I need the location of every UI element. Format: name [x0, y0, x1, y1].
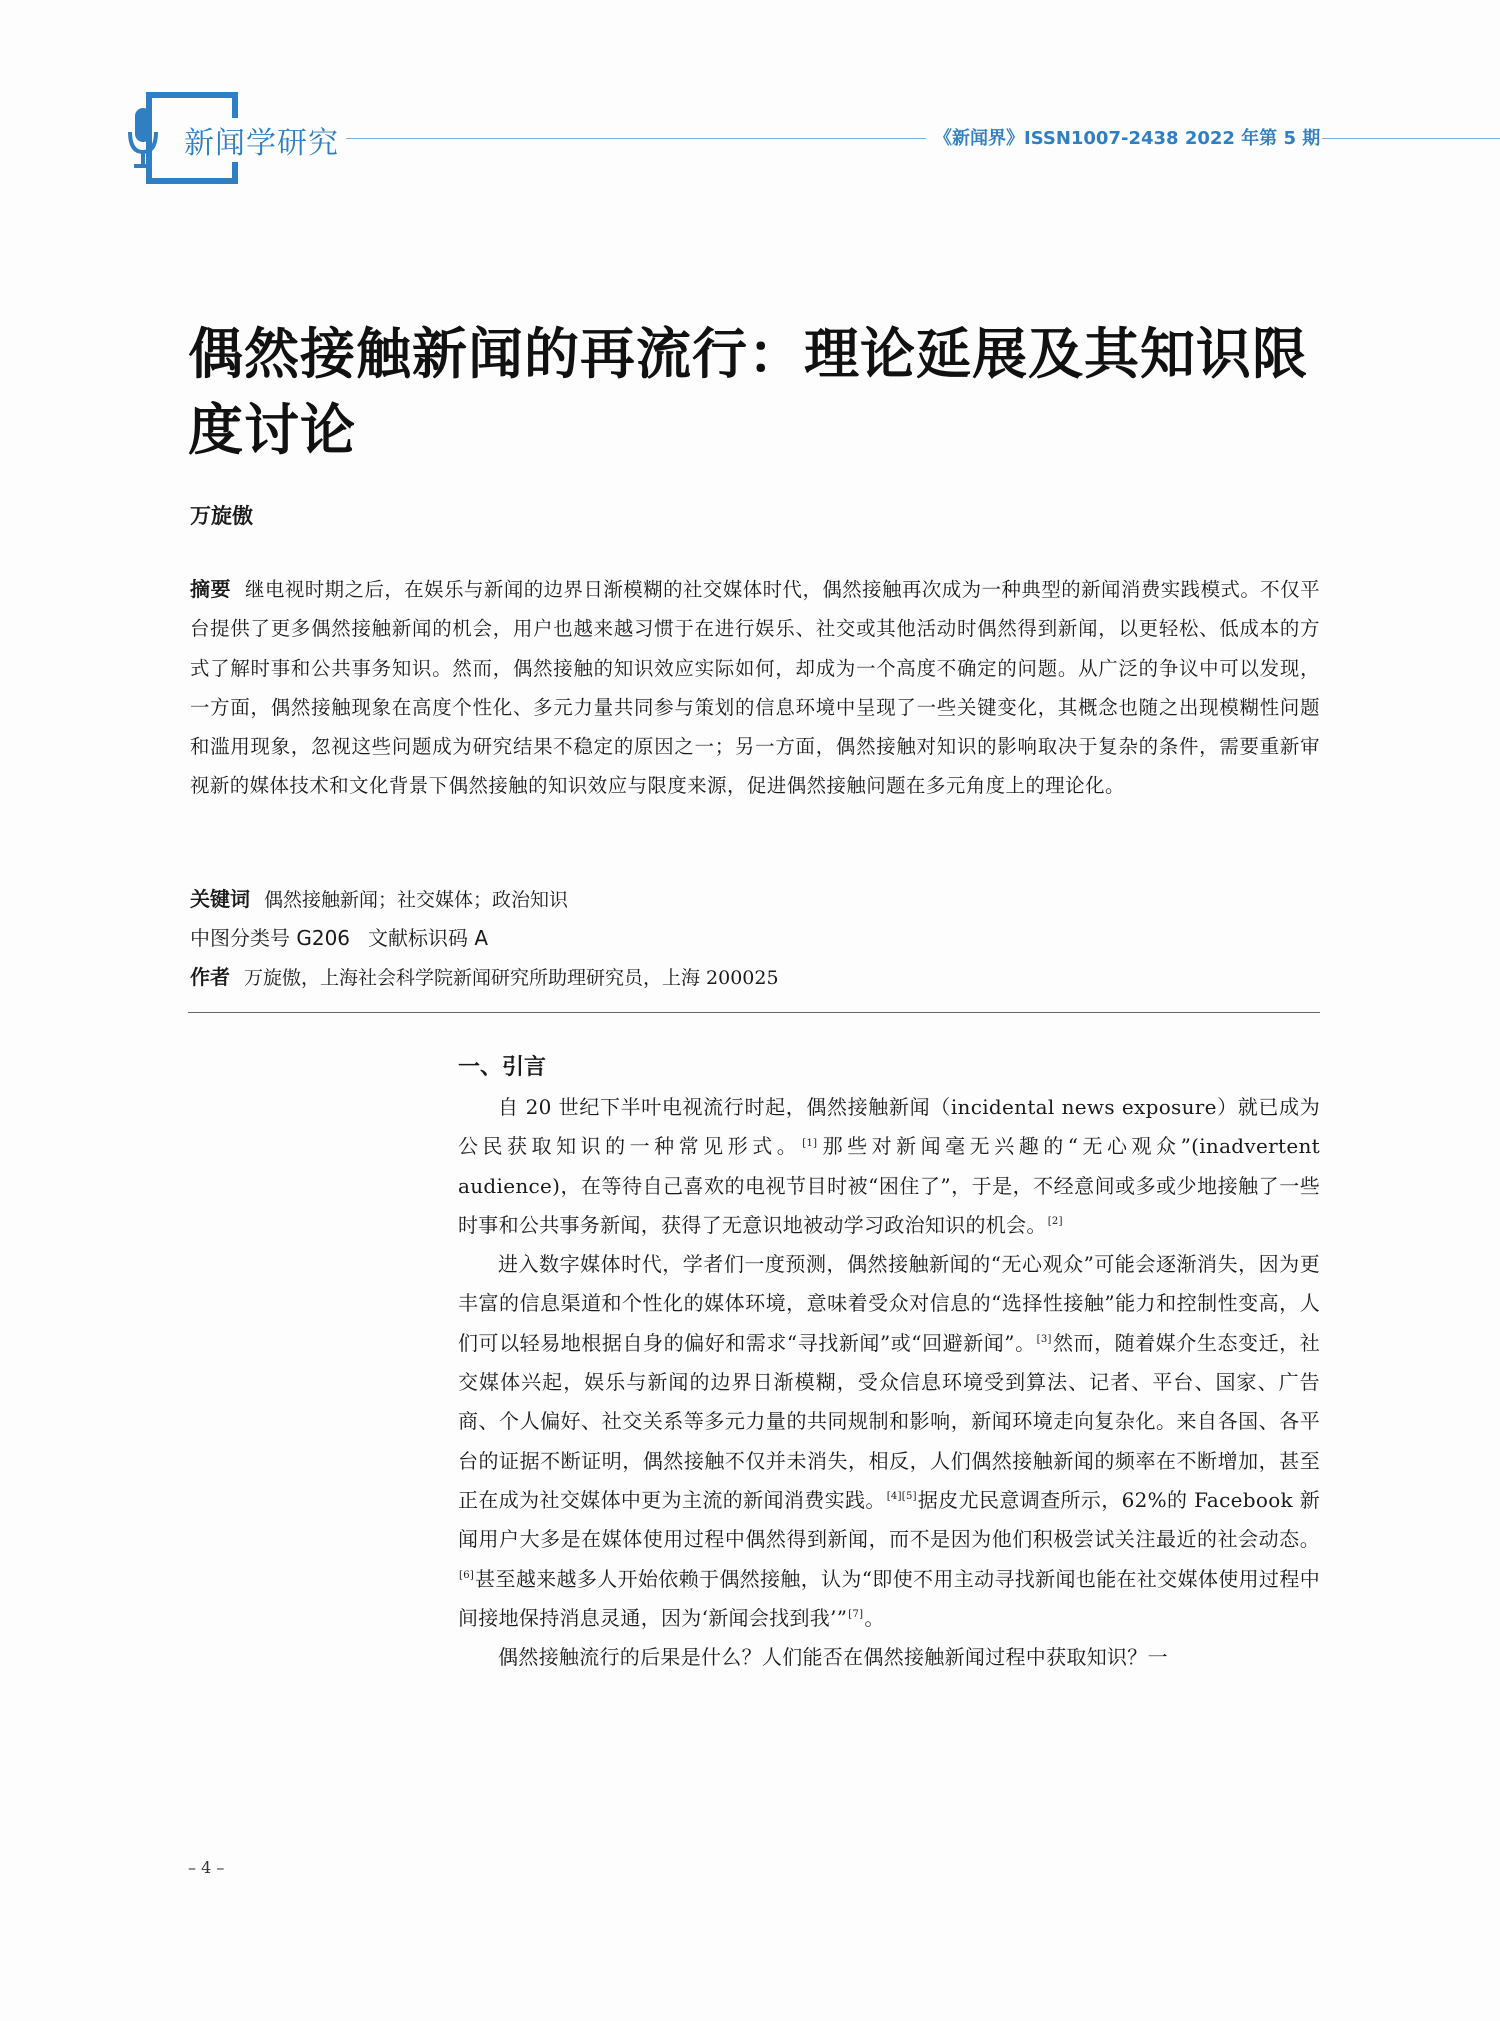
divider	[188, 1012, 1320, 1013]
section-label: 新闻学研究	[178, 118, 345, 162]
page-number: – 4 –	[188, 1858, 225, 1877]
page-header	[0, 0, 1500, 200]
article-author: 万旋傲	[190, 504, 253, 528]
abstract	[190, 570, 1320, 806]
citation: [1]	[802, 1137, 818, 1149]
keywords-label: 关键词	[190, 887, 250, 911]
text-run: 据皮尤民意调查所示，62%的 Facebook 新闻用户大多是在媒体使用过程中偶然得到新闻，而不是因为他们积极尝试关注最近的社会动态。	[458, 1487, 1320, 1552]
classification-line	[190, 922, 1320, 951]
citation: [6]	[459, 1569, 475, 1581]
citation: [4][5]	[886, 1491, 917, 1503]
citation: [7]	[848, 1609, 864, 1621]
microphone-icon	[128, 106, 158, 170]
paragraph	[458, 1088, 1320, 1245]
header-rule	[346, 138, 926, 139]
abstract-text: 继电视时期之后，在娱乐与新闻的边界日渐模糊的社交媒体时代，偶然接触再次成为一种典型的新闻消费实践模式。不仅平台提供了更多偶然接触新闻的机会，用户也越来越习惯于在进行娱乐、社交或其他活动时偶然得到新闻，以更轻松、低成本的方式了解时事和公共事务知识。然而，偶然接触的知识效应实际如何，却成为一个高度不确定的问题。从广泛的争议中可以发现，一方面，偶然接触现象在高度个性化、多元力量共同参与策划的信息环境中呈现了一些关键变化，其概念也随之出现模糊性问题和滥用现象，忽视这些问题成为研究结果不稳定的原因之一；另一方面，偶然接触对知识的影响取决于复杂的条件，需要重新审视新的媒体技术和文化背景下偶然接触的知识效应与限度来源，促进偶然接触问题在多元角度上的理论化。	[190, 578, 1321, 798]
paragraph	[458, 1638, 1320, 1677]
document-code: 文献标识码 A	[368, 926, 489, 950]
author-info-label: 作者	[190, 965, 230, 989]
journal-info: 《新闻界》ISSN1007-2438 2022 年第 5 期	[934, 128, 1321, 149]
text-run: 甚至越来越多人开始依赖于偶然接触，认为“即使不用主动寻找新闻也能在社交媒体使用过程中间接地保持消息灵通，因为‘新闻会找到我’”	[458, 1566, 1320, 1630]
text-run: 进入数字媒体时代，学者们一度预测，偶然接触新闻的“无心观众”可能会逐渐消失，因为更丰富的信息渠道和个性化的媒体环境，意味着受众对信息的“选择性接触”能力和控制性变高，人们可以轻易地根据自身的偏好和需求“寻找新闻”或“回避新闻”。	[458, 1252, 1320, 1355]
text-run: 。	[864, 1605, 885, 1630]
author-info-text: 万旋傲，上海社会科学院新闻研究所助理研究员，上海 200025	[244, 967, 779, 989]
text-run: 然而，随着媒介生态变迁，社交媒体兴起，娱乐与新闻的边界日渐模糊，受众信息环境受到算法、记者、平台、国家、广告商、个人偏好、社交关系等多元力量的共同规制和影响，新闻环境走向复杂化。来自各国、各平台的证据不断证明，偶然接触不仅并未消失，相反，人们偶然接触新闻的频率在不断增加，甚至正在成为社交媒体中更为主流的新闻消费实践。	[458, 1330, 1320, 1512]
body-text	[458, 1088, 1320, 1677]
text-run: 偶然接触流行的后果是什么？人们能否在偶然接触新闻过程中获取知识？一	[498, 1645, 1168, 1670]
classification-number: 中图分类号 G206	[190, 926, 351, 950]
abstract-label: 摘要	[190, 577, 232, 601]
citation: [3]	[1036, 1334, 1052, 1346]
section-heading: 一、引言	[458, 1055, 547, 1080]
keywords-text: 偶然接触新闻；社交媒体；政治知识	[264, 889, 569, 911]
citation: [2]	[1047, 1216, 1063, 1228]
keywords-line	[190, 883, 1320, 912]
author-info-line	[190, 961, 1320, 990]
article-title: 偶然接触新闻的再流行：理论延展及其知识限度讨论	[188, 321, 1309, 462]
text-run: 那些对新闻毫无兴趣的“无心观众”(inadvertent audience)，在等待自己喜欢的电视节目时被“困住了”，于是，不经意间或多或少地接触了一些时事和公共事务新闻，获得了无意识地被动学习政治知识的机会。	[458, 1134, 1320, 1237]
paragraph	[458, 1245, 1320, 1638]
text-run: 自 20 世纪下半叶电视流行时起，偶然接触新闻（incidental news exposure）就已成为公民获取知识的一种常见形式。	[458, 1095, 1320, 1159]
header-rule	[1322, 138, 1500, 139]
